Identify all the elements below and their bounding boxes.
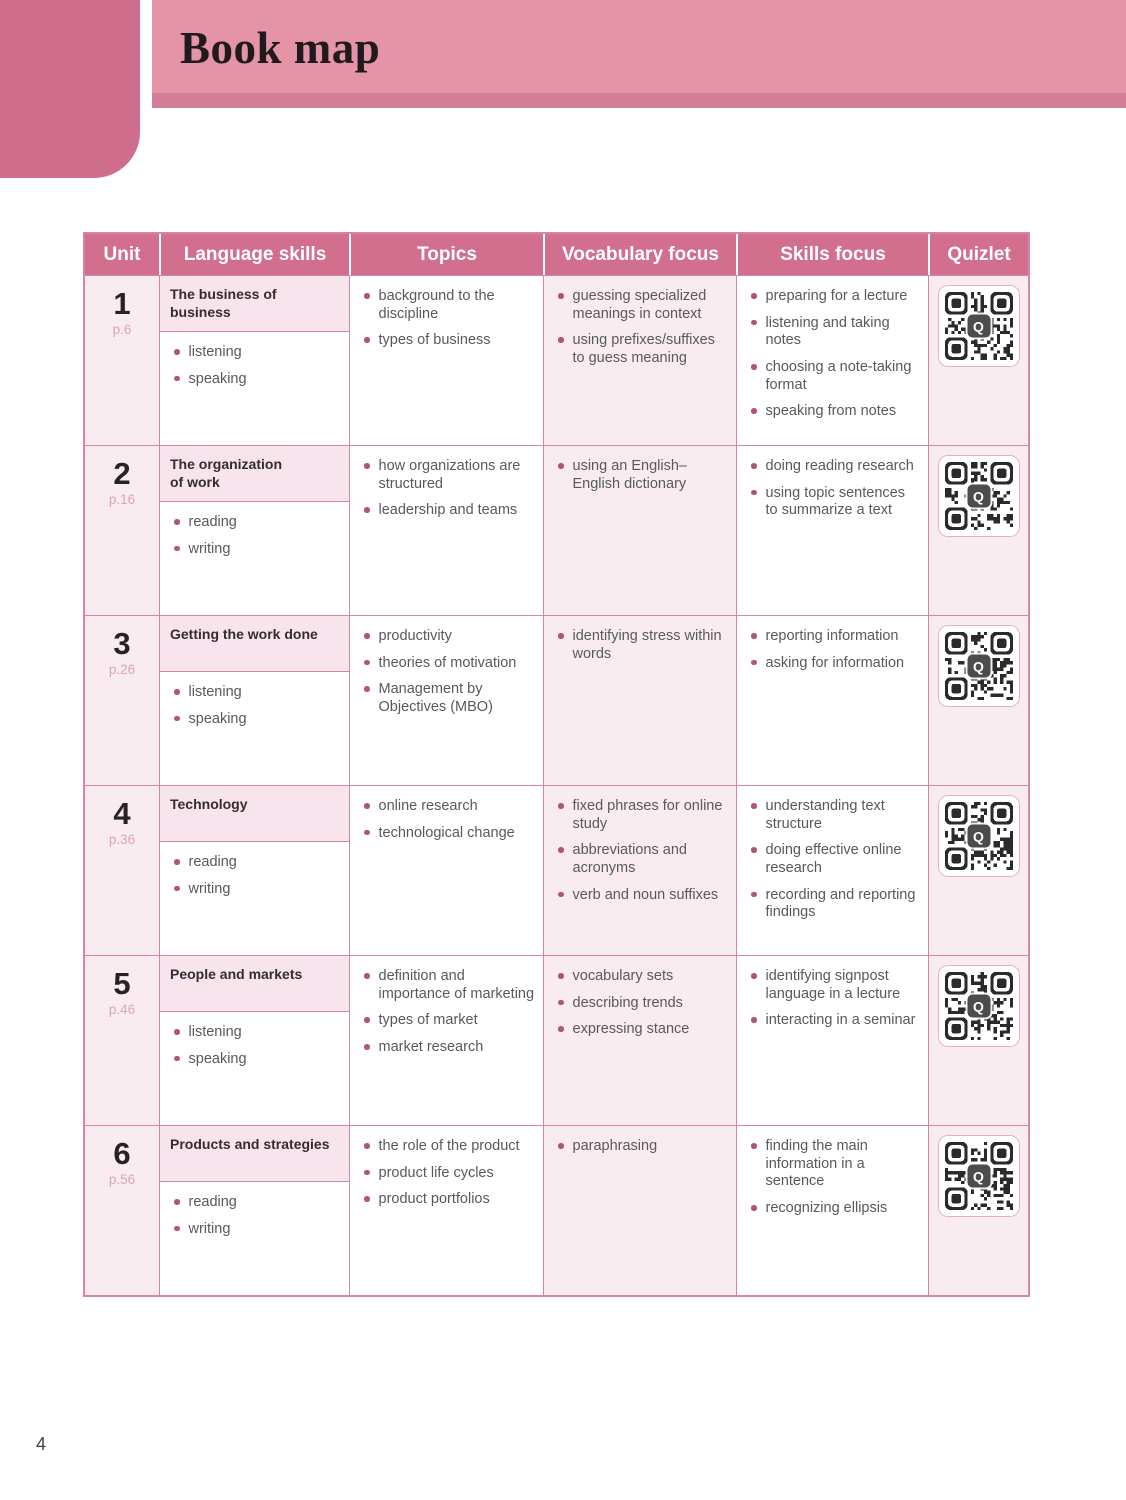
list-item <box>362 655 535 673</box>
unit-cell <box>85 445 159 615</box>
list-item <box>749 359 920 394</box>
table-header-row <box>85 234 1028 275</box>
language-skills-list <box>160 502 349 566</box>
list-item <box>362 1039 535 1057</box>
list-item-text: using prefixes/suffixes to guess meaning <box>572 332 715 367</box>
vocabulary-focus-list <box>544 616 736 671</box>
unit-title: People and markets <box>160 956 349 1012</box>
bullet-icon <box>751 293 757 299</box>
list-item-text: speaking from notes <box>765 403 897 420</box>
list-item <box>749 628 920 646</box>
quizlet-cell <box>928 1125 1028 1295</box>
bullet-icon <box>364 1170 370 1176</box>
bullet-icon <box>751 490 757 496</box>
list-item <box>556 968 728 986</box>
bullet-icon <box>174 1056 180 1062</box>
list-item-text: doing effective online research <box>765 842 902 877</box>
topics-cell <box>349 275 543 445</box>
vocabulary-focus-list <box>544 276 736 376</box>
quizlet-q-logo: Q <box>967 485 990 508</box>
list-item <box>172 881 341 899</box>
list-item <box>362 628 535 646</box>
list-item-text: listening <box>188 344 242 360</box>
unit-title: The organization of work <box>160 446 349 502</box>
bullet-icon <box>558 803 564 809</box>
quizlet-qr-code <box>938 455 1020 537</box>
vocabulary-focus-cell <box>543 445 736 615</box>
unit-page-ref: p.6 <box>112 322 132 337</box>
bullet-icon <box>174 1226 180 1232</box>
list-item <box>749 403 920 421</box>
language-skills-list <box>160 1012 349 1076</box>
topics-list <box>350 276 543 358</box>
column-header-topics: Topics <box>349 234 543 275</box>
quizlet-qr-code <box>938 795 1020 877</box>
topics-cell <box>349 785 543 955</box>
list-item <box>556 798 728 833</box>
vocabulary-focus-list <box>544 956 736 1047</box>
quizlet-cell <box>928 445 1028 615</box>
table-row <box>85 955 1028 1125</box>
bullet-icon <box>751 320 757 326</box>
bullet-icon <box>558 633 564 639</box>
bullet-icon <box>174 376 180 382</box>
language-skills-cell <box>159 615 349 785</box>
topics-cell <box>349 955 543 1125</box>
unit-number: 4 <box>113 796 131 831</box>
list-item-text: definition and importance of marketing <box>378 968 535 1002</box>
quizlet-cell <box>928 615 1028 785</box>
table-row <box>85 615 1028 785</box>
list-item-text: expressing stance <box>572 1021 690 1038</box>
list-item-text: speaking <box>188 710 247 727</box>
bullet-icon <box>174 1029 180 1035</box>
list-item-text: productivity <box>378 628 452 644</box>
bullet-icon <box>751 364 757 370</box>
list-item-text: paraphrasing <box>572 1138 658 1154</box>
list-item-text: Management by Objectives (MBO) <box>378 681 493 716</box>
bullet-icon <box>174 1199 180 1205</box>
bullet-icon <box>364 507 370 513</box>
list-item-text: types of business <box>378 332 491 349</box>
list-item-text: market research <box>378 1039 484 1056</box>
language-skills-list <box>160 672 349 736</box>
unit-cell <box>85 615 159 785</box>
list-item <box>362 825 535 843</box>
language-skills-cell <box>159 785 349 955</box>
corner-decoration <box>0 0 140 178</box>
list-item <box>172 684 341 702</box>
list-item-text: identifying stress within words <box>572 628 722 662</box>
list-item-text: using topic sentences to summarize a text <box>765 484 905 519</box>
list-item <box>362 1012 535 1030</box>
bullet-icon <box>751 408 757 414</box>
list-item <box>749 1012 920 1030</box>
list-item-text: writing <box>188 1220 231 1237</box>
unit-number: 1 <box>113 286 131 321</box>
quizlet-q-logo: Q <box>967 315 990 338</box>
unit-page-ref: p.16 <box>108 492 136 507</box>
list-item <box>556 332 728 367</box>
bullet-icon <box>364 830 370 836</box>
list-item-text: online research <box>378 798 478 814</box>
list-item <box>362 288 535 323</box>
vocabulary-focus-cell <box>543 785 736 955</box>
skills-focus-list <box>737 616 928 680</box>
list-item-text: theories of motivation <box>378 654 517 671</box>
bullet-icon <box>558 892 564 898</box>
vocabulary-focus-list <box>544 786 736 912</box>
list-item-text: leadership and teams <box>378 502 518 519</box>
list-item <box>749 655 920 673</box>
column-header-language-skills: Language skills <box>159 234 349 275</box>
list-item-text: listening and taking notes <box>765 314 890 349</box>
unit-title: Products and strategies <box>160 1126 349 1182</box>
language-skills-list <box>160 1182 349 1246</box>
vocabulary-focus-cell <box>543 275 736 445</box>
unit-page-ref: p.56 <box>108 1172 136 1187</box>
bullet-icon <box>558 973 564 979</box>
skills-focus-cell <box>736 615 928 785</box>
unit-number: 6 <box>113 1136 131 1171</box>
unit-page-ref: p.36 <box>108 832 136 847</box>
list-item <box>749 1200 920 1218</box>
list-item <box>362 798 535 816</box>
bullet-icon <box>364 293 370 299</box>
list-item-text: reading <box>188 854 237 870</box>
table-row <box>85 1125 1028 1295</box>
list-item-text: understanding text structure <box>765 798 885 832</box>
bullet-icon <box>174 349 180 355</box>
list-item <box>172 1051 341 1069</box>
list-item <box>172 371 341 389</box>
bullet-icon <box>174 546 180 552</box>
bullet-icon <box>558 1026 564 1032</box>
list-item-text: vocabulary sets <box>572 968 674 984</box>
list-item-text: recognizing ellipsis <box>765 1200 888 1217</box>
list-item <box>556 995 728 1013</box>
unit-cell <box>85 955 159 1125</box>
bullet-icon <box>364 337 370 343</box>
list-item <box>749 887 920 922</box>
list-item <box>556 1138 728 1156</box>
topics-cell <box>349 1125 543 1295</box>
list-item <box>172 1221 341 1239</box>
list-item-text: interacting in a seminar <box>765 1012 916 1029</box>
language-skills-cell <box>159 445 349 615</box>
list-item-text: reporting information <box>765 628 899 644</box>
bullet-icon <box>558 847 564 853</box>
list-item-text: guessing specialized meanings in context <box>572 288 707 322</box>
list-item <box>172 854 341 872</box>
column-header-unit: Unit <box>85 234 159 275</box>
list-item-text: speaking <box>188 370 247 387</box>
list-item-text: fixed phrases for online study <box>572 798 723 832</box>
bullet-icon <box>751 633 757 639</box>
language-skills-cell <box>159 275 349 445</box>
list-item <box>749 315 920 350</box>
list-item-text: verb and noun suffixes <box>572 886 719 903</box>
skills-focus-cell <box>736 445 928 615</box>
bullet-icon <box>751 1143 757 1149</box>
topics-list <box>350 446 543 528</box>
quizlet-qr-code <box>938 625 1020 707</box>
unit-number: 5 <box>113 966 131 1001</box>
bullet-icon <box>751 847 757 853</box>
bullet-icon <box>558 463 564 469</box>
list-item <box>172 1194 341 1212</box>
list-item-text: preparing for a lecture <box>765 288 908 304</box>
list-item <box>749 968 920 1003</box>
bullet-icon <box>364 1017 370 1023</box>
language-skills-cell <box>159 955 349 1125</box>
unit-cell <box>85 785 159 955</box>
bullet-icon <box>751 1205 757 1211</box>
bullet-icon <box>751 1017 757 1023</box>
list-item <box>362 1138 535 1156</box>
list-item <box>556 842 728 877</box>
skills-focus-cell <box>736 955 928 1125</box>
column-header-skills-focus: Skills focus <box>736 234 928 275</box>
list-item <box>749 458 920 476</box>
list-item-text: writing <box>188 540 231 557</box>
bullet-icon <box>558 293 564 299</box>
bullet-icon <box>364 803 370 809</box>
vocabulary-focus-cell <box>543 1125 736 1295</box>
quizlet-cell <box>928 275 1028 445</box>
list-item <box>749 842 920 877</box>
list-item <box>362 1191 535 1209</box>
list-item-text: reading <box>188 514 237 530</box>
language-skills-cell <box>159 1125 349 1295</box>
quizlet-cell <box>928 785 1028 955</box>
list-item-text: technological change <box>378 824 515 841</box>
quizlet-qr-code <box>938 965 1020 1047</box>
list-item <box>362 681 535 716</box>
vocabulary-focus-cell <box>543 955 736 1125</box>
unit-number: 3 <box>113 626 131 661</box>
unit-title: Technology <box>160 786 349 842</box>
bullet-icon <box>174 689 180 695</box>
unit-number: 2 <box>113 456 131 491</box>
skills-focus-list <box>737 786 928 930</box>
list-item-text: reading <box>188 1194 237 1210</box>
bullet-icon <box>558 1000 564 1006</box>
book-map-table <box>83 232 1030 1297</box>
page-title: Book map <box>180 23 381 73</box>
bullet-icon <box>364 973 370 979</box>
bullet-icon <box>364 633 370 639</box>
list-item <box>362 1165 535 1183</box>
list-item <box>556 458 728 493</box>
list-item-text: background to the discipline <box>378 288 495 322</box>
skills-focus-cell <box>736 275 928 445</box>
list-item-text: describing trends <box>572 994 683 1011</box>
skills-focus-list <box>737 446 928 528</box>
list-item <box>362 968 535 1003</box>
list-item <box>749 798 920 833</box>
bullet-icon <box>751 803 757 809</box>
vocabulary-focus-cell <box>543 615 736 785</box>
bullet-icon <box>174 519 180 525</box>
list-item-text: doing reading research <box>765 458 914 474</box>
page-number: 4 <box>36 1434 47 1454</box>
language-skills-list <box>160 332 349 396</box>
bullet-icon <box>364 660 370 666</box>
list-item-text: the role of the product <box>378 1138 520 1154</box>
table-body <box>85 275 1028 1295</box>
quizlet-q-logo: Q <box>967 825 990 848</box>
column-header-vocabulary-focus: Vocabulary focus <box>543 234 736 275</box>
quizlet-q-logo: Q <box>967 655 990 678</box>
quizlet-cell <box>928 955 1028 1125</box>
list-item <box>362 458 535 493</box>
list-item <box>556 1021 728 1039</box>
list-item-text: speaking <box>188 1050 247 1067</box>
list-item-text: product life cycles <box>378 1164 494 1181</box>
bullet-icon <box>751 973 757 979</box>
list-item-text: writing <box>188 880 231 897</box>
list-item-text: listening <box>188 1024 242 1040</box>
list-item <box>749 288 920 306</box>
skills-focus-cell <box>736 1125 928 1295</box>
topics-list <box>350 1126 543 1217</box>
bullet-icon <box>174 886 180 892</box>
quizlet-q-logo: Q <box>967 995 990 1018</box>
list-item-text: recording and reporting findings <box>765 886 916 921</box>
topics-cell <box>349 445 543 615</box>
unit-page-ref: p.26 <box>108 662 136 677</box>
list-item-text: product portfolios <box>378 1191 490 1208</box>
bullet-icon <box>364 686 370 692</box>
vocabulary-focus-list <box>544 1126 736 1164</box>
unit-cell <box>85 275 159 445</box>
list-item-text: abbreviations and acronyms <box>572 842 687 877</box>
unit-cell <box>85 1125 159 1295</box>
list-item <box>362 332 535 350</box>
quizlet-qr-code <box>938 285 1020 367</box>
unit-title: The business of business <box>160 276 349 332</box>
banner-underline <box>152 93 1126 108</box>
skills-focus-list <box>737 956 928 1038</box>
list-item-text: how organizations are structured <box>378 458 521 492</box>
column-header-quizlet: Quizlet <box>928 234 1028 275</box>
vocabulary-focus-list <box>544 446 736 501</box>
list-item-text: asking for information <box>765 654 905 671</box>
quizlet-qr-code <box>938 1135 1020 1217</box>
table-row <box>85 275 1028 445</box>
bullet-icon <box>558 337 564 343</box>
list-item <box>362 502 535 520</box>
unit-page-ref: p.46 <box>108 1002 136 1017</box>
list-item-text: types of market <box>378 1012 478 1029</box>
list-item <box>749 485 920 520</box>
bullet-icon <box>364 1196 370 1202</box>
list-item <box>172 541 341 559</box>
list-item-text: finding the main information in a sentence <box>765 1138 868 1190</box>
bullet-icon <box>751 463 757 469</box>
list-item-text: using an English–English dictionary <box>572 458 687 492</box>
list-item-text: choosing a note-taking format <box>765 359 912 393</box>
unit-title: Getting the work done <box>160 616 349 672</box>
bullet-icon <box>751 660 757 666</box>
list-item <box>172 344 341 362</box>
list-item <box>556 628 728 663</box>
topics-list <box>350 956 543 1065</box>
bullet-icon <box>364 463 370 469</box>
quizlet-q-logo: Q <box>967 1165 990 1188</box>
list-item <box>172 1024 341 1042</box>
list-item <box>556 887 728 905</box>
list-item-text: listening <box>188 684 242 700</box>
table-row <box>85 445 1028 615</box>
topics-list <box>350 786 543 850</box>
skills-focus-list <box>737 1126 928 1226</box>
skills-focus-list <box>737 276 928 429</box>
skills-focus-cell <box>736 785 928 955</box>
list-item <box>556 288 728 323</box>
bullet-icon <box>558 1143 564 1149</box>
list-item <box>172 514 341 532</box>
table-row <box>85 785 1028 955</box>
bullet-icon <box>174 859 180 865</box>
bullet-icon <box>364 1143 370 1149</box>
bullet-icon <box>751 892 757 898</box>
list-item <box>749 1138 920 1191</box>
list-item-text: identifying signpost language in a lecture <box>765 968 901 1002</box>
language-skills-list <box>160 842 349 906</box>
bullet-icon <box>174 716 180 722</box>
topics-cell <box>349 615 543 785</box>
topics-list <box>350 616 543 725</box>
list-item <box>172 711 341 729</box>
bullet-icon <box>364 1044 370 1050</box>
